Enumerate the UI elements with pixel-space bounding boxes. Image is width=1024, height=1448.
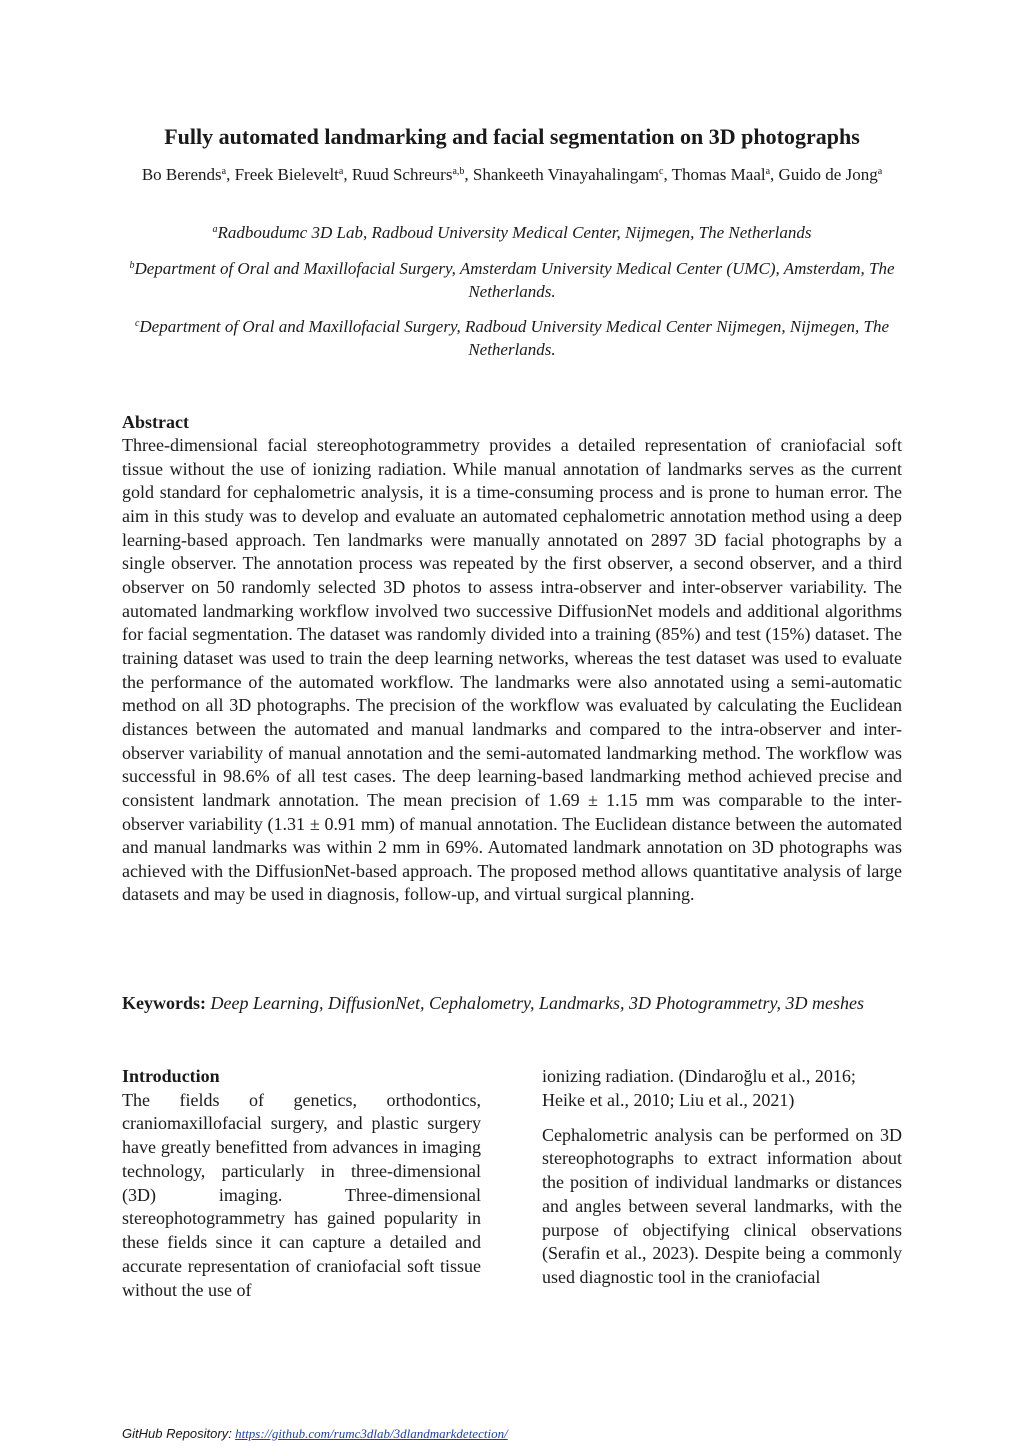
author-list: Bo Berends$^a$, Freek Bielevelt$^a$, Ruud Schreurs$^{a,b}$, Shankeeth Vinayahalingam$^c$, Thomas Maal$^a$, Guido de Jong$^a$ bbox=[141, 165, 883, 184]
author-name: Guido de Jong bbox=[778, 165, 878, 184]
author-affiliation-mark: a bbox=[221, 166, 227, 177]
affiliation-mark: c bbox=[134, 318, 140, 329]
keywords bbox=[122, 992, 902, 1016]
affiliation-text: Department of Oral and Maxillofacial Surgery, Amsterdam University Medical Center (UMC), Amsterdam, The Netherlands. bbox=[134, 259, 895, 301]
footer bbox=[122, 1425, 508, 1443]
introduction-paragraph-2: Cephalometric analysis can be performed on 3D stereophotographs to extract information about the position of individual landmarks or distances and angles between several landmarks, with the purpose of objectifying clinical observations (Serafin et al., 2023). Despite being a commonly used diagnostic tool in the craniofacial bbox=[542, 1124, 902, 1287]
abstract-heading: Abstract bbox=[122, 412, 189, 432]
affiliation-text: Radboudumc 3D Lab, Radboud University Medical Center, Nijmegen, The Netherlands bbox=[217, 223, 812, 242]
author-name: Bo Berends bbox=[141, 165, 222, 184]
affiliation-text: Department of Oral and Maxillofacial Surgery, Radboud University Medical Center Nijmegen, Nijmegen, The Netherlands. bbox=[139, 317, 890, 359]
introduction-paragraph-continued: ionizing radiation. (Dindaroğlu et al., 2016; Heike et al., 2010; Liu et al., 2021) bbox=[542, 1066, 856, 1110]
author-affiliation-mark: a bbox=[765, 166, 771, 177]
author-affiliation-mark: c bbox=[658, 166, 664, 177]
affiliation-mark: a bbox=[212, 224, 218, 235]
author-name: Freek Bielevelt bbox=[234, 165, 339, 184]
github-repository-link[interactable]: https://github.com/rumc3dlab/3dlandmarkdetection/ bbox=[235, 1426, 508, 1441]
author-affiliation-mark: a,b bbox=[452, 166, 465, 177]
right-column bbox=[542, 1065, 902, 1290]
author-affiliation-mark: a bbox=[877, 166, 883, 177]
keywords-list: Deep Learning, DiffusionNet, Cephalometry, Landmarks, 3D Photogrammetry, 3D meshes bbox=[210, 993, 864, 1013]
paper-title: Fully automated landmarking and facial segmentation on 3D photographs bbox=[164, 124, 860, 149]
author-affiliation-mark: a bbox=[338, 166, 344, 177]
author-name: Shankeeth Vinayahalingam bbox=[472, 165, 659, 184]
affiliation-b bbox=[122, 257, 902, 303]
keywords-label: Keywords: bbox=[122, 993, 206, 1013]
affiliation-mark: b bbox=[129, 260, 135, 271]
left-column bbox=[122, 1065, 481, 1302]
abstract-text: Three-dimensional facial stereophotogrammetry provides a detailed representation of craniofacial soft tissue without the use of ionizing radiation. While manual annotation of landmarks serves as the current gold standard for cephalometric analysis, it is a time-consuming process and is prone to human error. The aim in this study was to develop and evaluate an automated cephalometric annotation method using a deep learning-based approach. Ten landmarks were manually annotated on 2897 3D facial photographs by a single observer. The annotation process was repeated by the first observer, a second observer, and a third observer on 50 randomly selected 3D photos to assess intra-observer and inter-observer variability. The automated landmarking workflow involved two successive DiffusionNet models and additional algorithms for facial segmentation. The dataset was randomly divided into a training (85%) and test (15%) dataset. The training dataset was used to train the deep learning networks, whereas the test dataset was used to evaluate the performance of the automated workflow. The landmarks were also annotated using a semi-automatic method on all 3D photographs. The precision of the workflow was evaluated by calculating the Euclidean distances between the automated and manual landmarks and compared to the intra-observer and inter-observer variability of manual annotation and the semi-automated landmarking method. The workflow was successful in 98.6% of all test cases. The deep learning-based landmarking method achieved precise and consistent landmark annotation. The mean precision of 1.69 ± 1.15 mm was comparable to the inter-observer variability (1.31 ± 0.91 mm) of manual annotation. The Euclidean distance between the automated and manual landmarks was within 2 mm in 69%. Automated landmark annotation on 3D photographs was achieved with the DiffusionNet-based approach. The proposed method allows quantitative analysis of large datasets and may be used in diagnosis, follow-up, and virtual surgical planning. bbox=[122, 435, 902, 905]
affiliation-c bbox=[122, 315, 902, 361]
footer-label: GitHub Repository: bbox=[122, 1426, 232, 1441]
author-name: Ruud Schreurs bbox=[351, 165, 453, 184]
introduction-paragraph: The fields of genetics, orthodontics, craniomaxillofacial surgery, and plastic surgery have greatly benefitted from advances in imaging technology, particularly in three-dimensional (3D) imaging. Three-dimensional stereophotogrammetry has gained popularity in these fields since it can capture a detailed and accurate representation of craniofacial soft tissue without the use of bbox=[122, 1089, 481, 1300]
affiliation-a bbox=[122, 221, 902, 244]
author-name: Thomas Maal bbox=[671, 165, 766, 184]
introduction-heading: Introduction bbox=[122, 1066, 220, 1086]
